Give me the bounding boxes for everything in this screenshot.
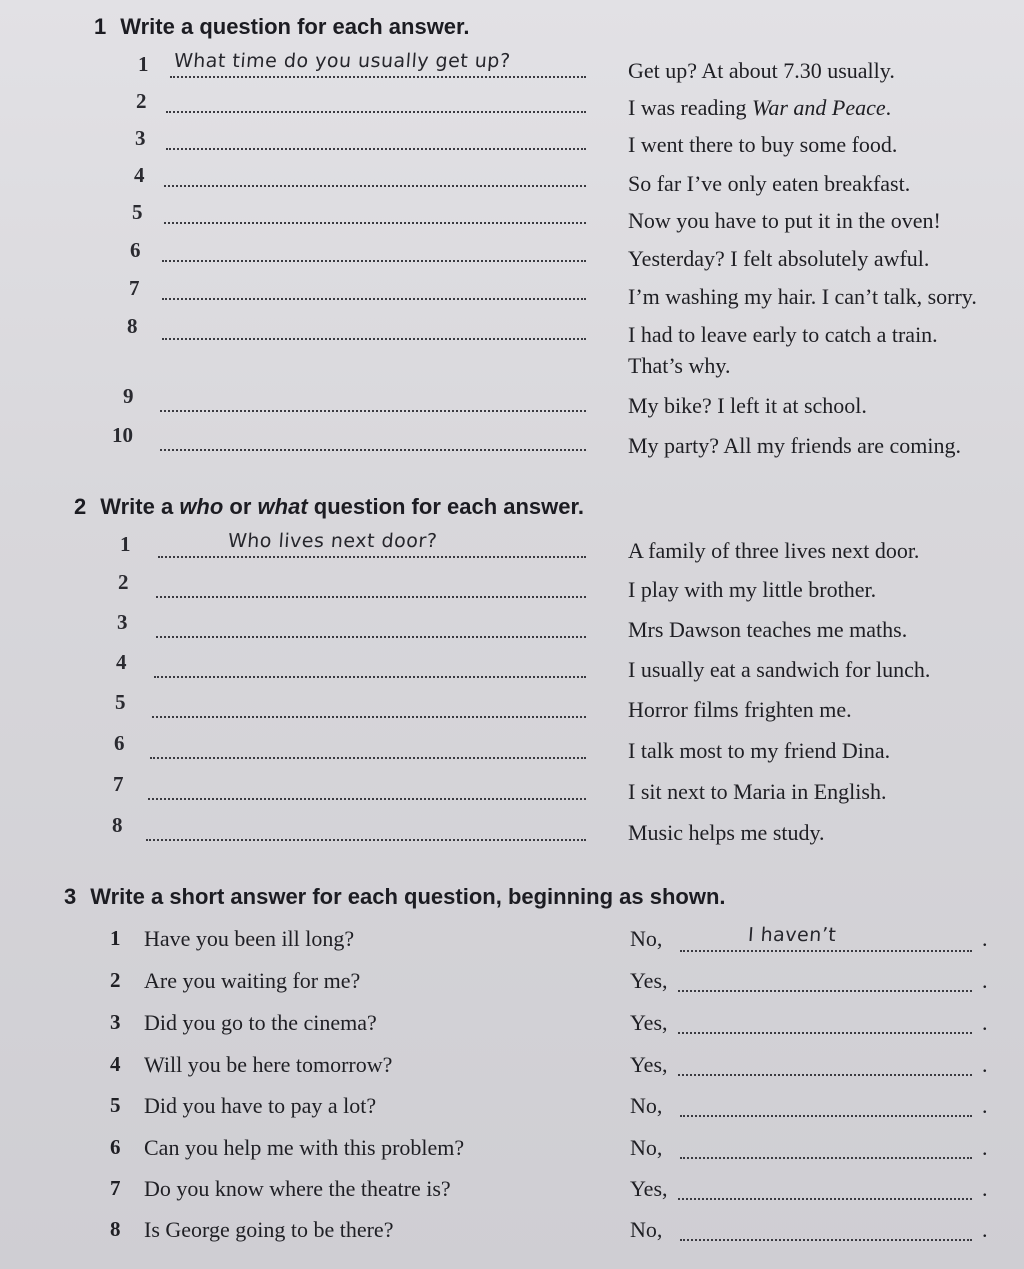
- full-stop: .: [982, 1176, 988, 1201]
- item-number: 3: [117, 610, 128, 634]
- section-title-who: who: [179, 494, 224, 519]
- exercise-row: [0, 314, 1024, 378]
- question-text: Can you help me with this problem?: [144, 1135, 465, 1160]
- answer-line[interactable]: [162, 338, 586, 340]
- given-answer: I sit next to Maria in English.: [628, 779, 887, 804]
- given-answer: I talk most to my friend Dina.: [628, 738, 891, 763]
- section-number: 3: [64, 884, 77, 909]
- item-number: 10: [112, 423, 133, 447]
- given-answer: So far I’ve only eaten breakfast.: [628, 171, 911, 196]
- item-number: 5: [110, 1093, 121, 1117]
- full-stop: .: [982, 1135, 988, 1160]
- exercise-row: [0, 126, 1024, 166]
- question-text: Will you be here tomorrow?: [144, 1052, 393, 1077]
- exercise-row: [0, 731, 1024, 771]
- section-2-heading: [74, 494, 584, 520]
- given-answer: Get up? At about 7.30 usually.: [628, 58, 895, 83]
- exercise-row: [0, 238, 1024, 278]
- answer-start: No,: [630, 1093, 663, 1118]
- item-number: 3: [110, 1010, 121, 1034]
- item-number: 7: [129, 276, 140, 300]
- answer-line[interactable]: [170, 76, 586, 78]
- question-row: [0, 1217, 1024, 1257]
- section-number: 2: [74, 494, 87, 519]
- section-title: Write a question for each answer.: [120, 14, 470, 39]
- section-title-or: or: [223, 494, 258, 519]
- answer-start: No,: [630, 926, 663, 951]
- item-number: 1: [138, 52, 149, 76]
- given-answer: Music helps me study.: [628, 820, 825, 845]
- answer-start: No,: [630, 1217, 663, 1242]
- question-text: Did you have to pay a lot?: [144, 1093, 377, 1118]
- exercise-row: [0, 200, 1024, 240]
- question-text: Is George going to be there?: [144, 1217, 394, 1242]
- answer-start: Yes,: [630, 1010, 668, 1035]
- answer-line[interactable]: [148, 798, 586, 800]
- question-row: [0, 1010, 1024, 1050]
- section-title-start: Write a: [100, 494, 180, 519]
- item-number: 8: [110, 1217, 121, 1241]
- example-answer: I haven’t: [747, 924, 838, 946]
- example-answer: What time do you usually get up?: [173, 50, 512, 72]
- exercise-row: [0, 89, 1024, 129]
- answer-line[interactable]: [160, 410, 586, 412]
- question-text: Do you know where the theatre is?: [144, 1176, 451, 1201]
- answer-line[interactable]: [678, 1198, 972, 1200]
- item-number: 4: [134, 163, 145, 187]
- full-stop: .: [982, 1010, 988, 1035]
- answer-line[interactable]: [166, 111, 586, 113]
- item-number: 8: [112, 813, 123, 837]
- answer-line[interactable]: [158, 556, 586, 558]
- item-number: 3: [135, 126, 146, 150]
- question-text: Have you been ill long?: [144, 926, 355, 951]
- answer-line[interactable]: [152, 716, 586, 718]
- answer-line[interactable]: [166, 148, 586, 150]
- full-stop: .: [982, 926, 988, 951]
- given-answer: Now you have to put it in the oven!: [628, 208, 941, 233]
- item-number: 6: [110, 1135, 121, 1159]
- answer-line[interactable]: [162, 260, 586, 262]
- answer-line[interactable]: [146, 839, 586, 841]
- exercise-row: [0, 52, 1024, 92]
- answer-line[interactable]: [162, 298, 586, 300]
- item-number: 6: [130, 238, 141, 262]
- answer-start: Yes,: [630, 1052, 668, 1077]
- question-text: Are you waiting for me?: [144, 968, 361, 993]
- answer-line[interactable]: [156, 636, 586, 638]
- example-answer: Who lives next door?: [227, 530, 439, 552]
- item-number: 7: [113, 772, 124, 796]
- full-stop: .: [982, 1217, 988, 1242]
- answer-line[interactable]: [678, 1074, 972, 1076]
- answer-line[interactable]: [160, 449, 586, 451]
- question-row: [0, 1052, 1024, 1092]
- answer-line[interactable]: [678, 1032, 972, 1034]
- given-answer: I play with my little brother.: [628, 577, 877, 602]
- given-answer: I’m washing my hair. I can’t talk, sorry.: [628, 284, 977, 309]
- answer-text: I was reading: [628, 95, 753, 120]
- answer-start: Yes,: [630, 968, 668, 993]
- given-answer: A family of three lives next door.: [628, 538, 920, 563]
- section-1-heading: [94, 14, 470, 40]
- exercise-row: [0, 423, 1024, 463]
- answer-line[interactable]: [164, 222, 586, 224]
- given-answer: I had to leave early to catch a train.: [628, 322, 938, 347]
- given-answer-continued: That’s why.: [628, 353, 731, 378]
- item-number: 5: [115, 690, 126, 714]
- answer-line[interactable]: [156, 596, 586, 598]
- full-stop: .: [982, 968, 988, 993]
- exercise-row: [0, 813, 1024, 853]
- given-answer: My party? All my friends are coming.: [628, 433, 961, 458]
- given-answer: [628, 95, 891, 121]
- item-number: 1: [110, 926, 121, 950]
- section-title-end: question for each answer.: [307, 494, 584, 519]
- exercise-row: [0, 276, 1024, 316]
- exercise-row: [0, 384, 1024, 424]
- item-number: 7: [110, 1176, 121, 1200]
- answer-text-end: .: [885, 95, 892, 120]
- item-number: 2: [136, 89, 147, 113]
- given-answer: Mrs Dawson teaches me maths.: [628, 617, 908, 642]
- given-answer: Yesterday? I felt absolutely awful.: [628, 246, 930, 271]
- item-number: 6: [114, 731, 125, 755]
- answer-start: No,: [630, 1135, 663, 1160]
- item-number: 4: [110, 1052, 121, 1076]
- question-row: [0, 1135, 1024, 1175]
- answer-line[interactable]: [678, 990, 972, 992]
- question-row: [0, 968, 1024, 1008]
- exercise-row: [0, 650, 1024, 690]
- item-number: 2: [118, 570, 129, 594]
- item-number: 4: [116, 650, 127, 674]
- question-row: [0, 926, 1024, 966]
- answer-line[interactable]: [680, 950, 972, 952]
- answer-line[interactable]: [680, 1115, 972, 1117]
- given-answer: I went there to buy some food.: [628, 132, 898, 157]
- question-row: [0, 1176, 1024, 1216]
- exercise-row: [0, 690, 1024, 730]
- section-3-heading: [64, 884, 726, 910]
- section-title-what: what: [257, 494, 308, 519]
- given-answer: I usually eat a sandwich for lunch.: [628, 657, 931, 682]
- given-answer: My bike? I left it at school.: [628, 393, 867, 418]
- given-answer: Horror films frighten me.: [628, 697, 852, 722]
- item-number: 8: [127, 314, 138, 338]
- answer-line[interactable]: [680, 1157, 972, 1159]
- answer-line[interactable]: [150, 757, 586, 759]
- item-number: 9: [123, 384, 134, 408]
- answer-line[interactable]: [164, 185, 586, 187]
- full-stop: .: [982, 1052, 988, 1077]
- item-number: 1: [120, 532, 131, 556]
- section-title: Write a short answer for each question, beginning as shown.: [90, 884, 726, 909]
- question-row: [0, 1093, 1024, 1133]
- section-number: 1: [94, 14, 107, 39]
- answer-line[interactable]: [154, 676, 586, 678]
- exercise-row: [0, 163, 1024, 203]
- book-title: War and Peace: [752, 95, 886, 120]
- exercise-row: [0, 610, 1024, 650]
- question-text: Did you go to the cinema?: [144, 1010, 377, 1035]
- exercise-row: [0, 570, 1024, 610]
- exercise-row: [0, 772, 1024, 812]
- full-stop: .: [982, 1093, 988, 1118]
- exercise-row: [0, 530, 1024, 570]
- item-number: 5: [132, 200, 143, 224]
- answer-start: Yes,: [630, 1176, 668, 1201]
- item-number: 2: [110, 968, 121, 992]
- answer-line[interactable]: [680, 1239, 972, 1241]
